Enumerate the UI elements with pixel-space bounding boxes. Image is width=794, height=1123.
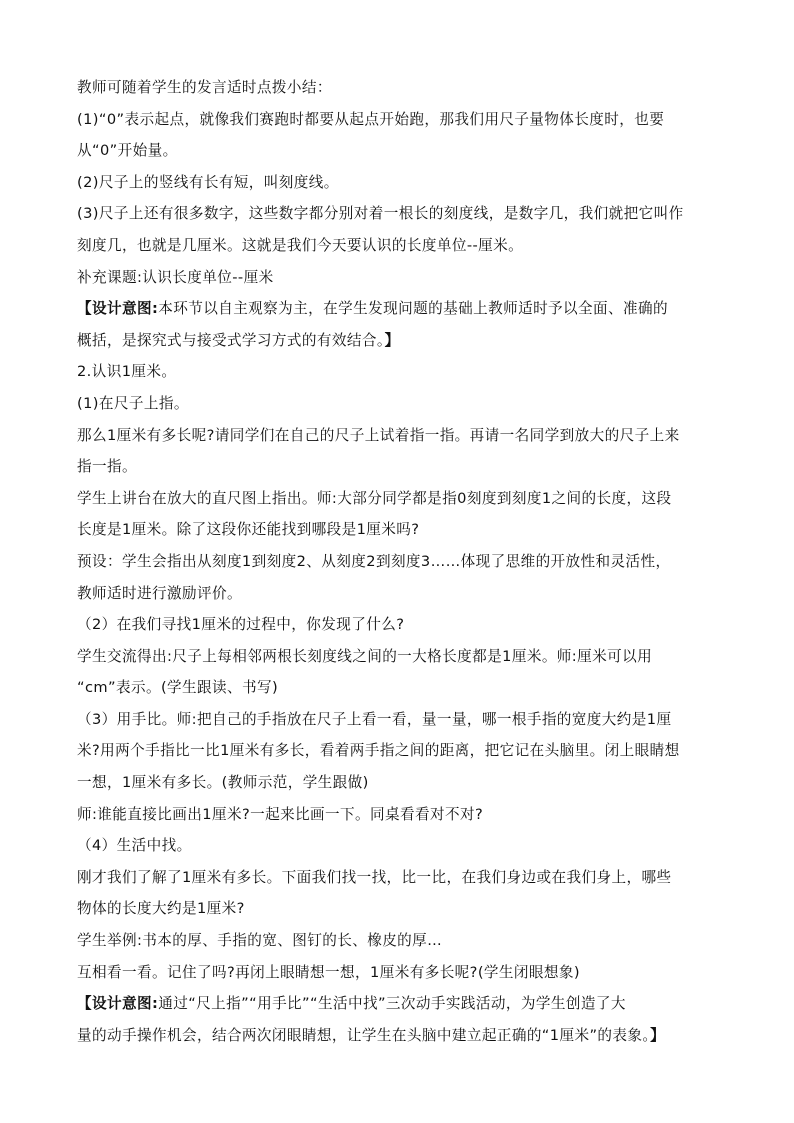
text-line: （2）在我们寻找1厘米的过程中，你发现了什么? bbox=[77, 616, 405, 634]
text-line: 刻度几，也就是几厘米。这就是我们今天要认识的长度单位--厘米。 bbox=[77, 236, 524, 254]
text-line: (3)尺子上还有很多数字，这些数字都分别对着一根长的刻度线，是数字几，我们就把它叫作 bbox=[77, 205, 684, 223]
text-line: 长度是1厘米。除了这段你还能找到哪段是1厘米吗? bbox=[77, 521, 420, 539]
text-line: 物体的长度大约是1厘米? bbox=[77, 900, 245, 918]
text-line: （4）生活中找。 bbox=[77, 837, 192, 855]
text-line: 那么1厘米有多长呢?请同学们在自己的尺子上试着指一指。再请一名同学到放大的尺子上来 bbox=[77, 426, 680, 444]
design-intent-text: 概括，是探究式与接受式学习方式的有效结合。 bbox=[77, 331, 385, 349]
design-intent-line bbox=[77, 988, 717, 1020]
text-line: 补充课题:认识长度单位--厘米 bbox=[77, 268, 274, 286]
text-line: 教师可随着学生的发言适时点拨小结： bbox=[77, 79, 332, 96]
text-line: 学生上讲台在放大的直尺图上指出。师:大部分同学都是指0刻度到刻度1之间的长度，这段 bbox=[77, 489, 672, 507]
text-line: 刚才我们了解了1厘米有多长。下面我们找一找，比一比，在我们身边或在我们身上，哪些 bbox=[77, 868, 672, 886]
text-line: 教师适时进行激励评价。 bbox=[77, 584, 242, 602]
text-line: 米?用两个手指比一比1厘米有多长，看着两手指之间的距离，把它记在头脑里。闭上眼睛想 bbox=[77, 742, 680, 760]
design-intent-text: 通过“尺上指”“用手比”“生活中找”三次动手实践活动，为学生创造了大 bbox=[158, 995, 626, 1013]
closing-bracket: 】 bbox=[384, 331, 400, 349]
design-intent-label: 【设计意图: bbox=[77, 300, 159, 318]
design-intent-line bbox=[77, 1020, 717, 1052]
text-line: 从“0”开始量。 bbox=[77, 142, 178, 160]
text-line: 互相看一看。记住了吗?再闭上眼睛想一想，1厘米有多长呢?(学生闭眼想象) bbox=[77, 963, 580, 981]
design-intent-text: 量的动手操作机会，结合两次闭眼睛想，让学生在头脑中建立起正确的“1厘米”的表象。 bbox=[77, 1026, 651, 1044]
text-line: 一想，1厘米有多长。(教师示范，学生跟做) bbox=[77, 774, 369, 792]
text-line: “cm”表示。(学生跟读、书写) bbox=[77, 679, 279, 697]
text-line: 师:谁能直接比画出1厘米?一起来比画一下。同桌看看对不对? bbox=[77, 805, 484, 823]
design-intent-line bbox=[77, 325, 717, 357]
design-intent-label: 【设计意图: bbox=[77, 995, 159, 1013]
text-line: （3）用手比。师:把自己的手指放在尺子上看一看，量一量，哪一根手指的宽度大约是1厘 bbox=[77, 710, 672, 728]
text-line: 学生举例:书本的厚、手指的宽、图钉的长、橡皮的厚… bbox=[77, 932, 443, 950]
design-intent-text: 本环节以自主观察为主，在学生发现问题的基础上教师适时予以全面、准确的 bbox=[158, 300, 669, 318]
text-line: (1)在尺子上指。 bbox=[77, 394, 189, 412]
text-line: 2.认识1厘米。 bbox=[77, 363, 177, 381]
text-line: 学生交流得出:尺子上每相邻两根长刻度线之间的一大格长度都是1厘米。师:厘米可以用 bbox=[77, 647, 653, 665]
design-intent-line bbox=[77, 293, 717, 325]
closing-bracket: 】 bbox=[650, 1026, 666, 1044]
document-body bbox=[77, 72, 717, 1051]
text-line: 指一指。 bbox=[77, 458, 137, 476]
text-line: (1)“0”表示起点，就像我们赛跑时都要从起点开始跑，那我们用尺子量物体长度时，也要 bbox=[77, 110, 665, 128]
text-line: (2)尺子上的竖线有长有短，叫刻度线。 bbox=[77, 173, 339, 191]
text-line: 预设：学生会指出从刻度1到刻度2、从刻度2到刻度3……体现了思维的开放性和灵活性， bbox=[77, 552, 671, 570]
